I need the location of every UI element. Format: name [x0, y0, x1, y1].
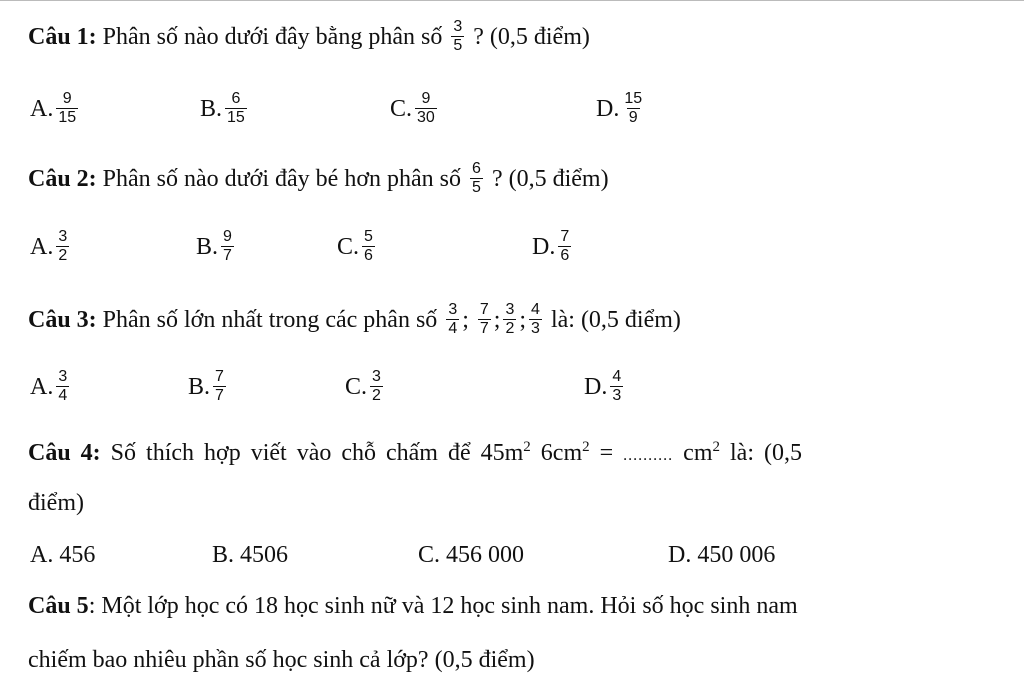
separator: ;	[519, 307, 527, 334]
question-1	[28, 20, 590, 57]
question-1-option-b: B. $\frac{6}{15}$	[200, 90, 245, 126]
separator: ;	[493, 307, 501, 334]
question-2-option-d: D. $\frac{7}{6}$	[532, 228, 570, 264]
question-2	[28, 162, 609, 199]
question-3-option-d: D. $\frac{4}{3}$	[584, 368, 622, 404]
question-2-suffix: ? (0,5 điểm)	[491, 166, 609, 193]
question-3-option-a: A. $\frac{3}{4}$	[30, 368, 68, 404]
question-1-option-c: C. $\frac{9}{30}$	[390, 90, 435, 126]
question-4-option-d: D. 450 006	[668, 542, 776, 568]
question-3-suffix: là: (0,5 điểm)	[550, 307, 681, 334]
question-4-line-2: điểm)	[28, 490, 84, 516]
question-2-text: Phân số nào dưới đây bé hơn phân số	[102, 166, 462, 193]
question-3-fraction-2: $\frac{7}{7}$	[479, 301, 489, 337]
question-4-text: Số thích hợp viết vào chỗ chấm để	[110, 440, 471, 466]
question-3-fraction-3: $\frac{3}{2}$	[505, 301, 515, 337]
question-5-label: Câu 5	[28, 593, 89, 619]
top-border	[0, 0, 1024, 5]
question-1-fraction: $\frac{3}{5}$	[453, 18, 463, 54]
question-4-expression: $45m^2$ $6cm^2$ =	[480, 439, 614, 466]
question-3-fraction-4: $\frac{4}{3}$	[531, 301, 540, 337]
question-4-option-c: C. 456 000	[418, 542, 525, 568]
question-5-line-2: chiếm bao nhiêu phần số học sinh cả lớp? (0,5 điểm)	[28, 647, 535, 673]
question-4-label: Câu 4:	[28, 440, 101, 466]
question-2-option-c: C. $\frac{5}{6}$	[337, 228, 373, 264]
question-2-option-b: B. $\frac{9}{7}$	[196, 228, 232, 264]
question-4-suffix: là: (0,5	[730, 440, 802, 466]
question-5	[28, 591, 798, 621]
question-5-text: Một lớp học có 18 học sinh nữ và 12 học sinh nam. Hỏi số học sinh nam	[101, 593, 798, 619]
question-3-label: Câu 3:	[28, 307, 97, 334]
question-1-label: Câu 1:	[28, 24, 97, 51]
question-1-text: Phân số nào dưới đây bằng phân số	[102, 24, 443, 51]
question-1-suffix: ? (0,5 điểm)	[473, 24, 590, 51]
question-3-option-b: B. $\frac{7}{7}$	[188, 368, 224, 404]
question-4	[28, 438, 802, 471]
question-2-fraction: $\frac{6}{5}$	[472, 160, 481, 196]
question-1-option-a: A. $\frac{9}{15}$	[30, 90, 77, 126]
question-5-colon: :	[88, 593, 96, 619]
question-3-text: Phân số lớn nhất trong các phân số	[102, 307, 438, 334]
question-2-label: Câu 2:	[28, 166, 97, 193]
question-4-option-b: B. 4506	[212, 542, 289, 568]
answer-blank: ..........	[623, 447, 674, 464]
question-3-option-c: C. $\frac{3}{2}$	[345, 368, 381, 404]
question-4-unit: $cm^2$	[683, 439, 720, 466]
question-3	[28, 303, 681, 340]
question-1-option-d: D. $\frac{15}{9}$	[596, 90, 643, 126]
question-3-fraction-1: $\frac{3}{4}$	[448, 301, 458, 337]
question-2-option-a: A. $\frac{3}{2}$	[30, 228, 68, 264]
question-4-option-a: A. 456	[30, 542, 96, 568]
separator: ;	[462, 307, 469, 334]
